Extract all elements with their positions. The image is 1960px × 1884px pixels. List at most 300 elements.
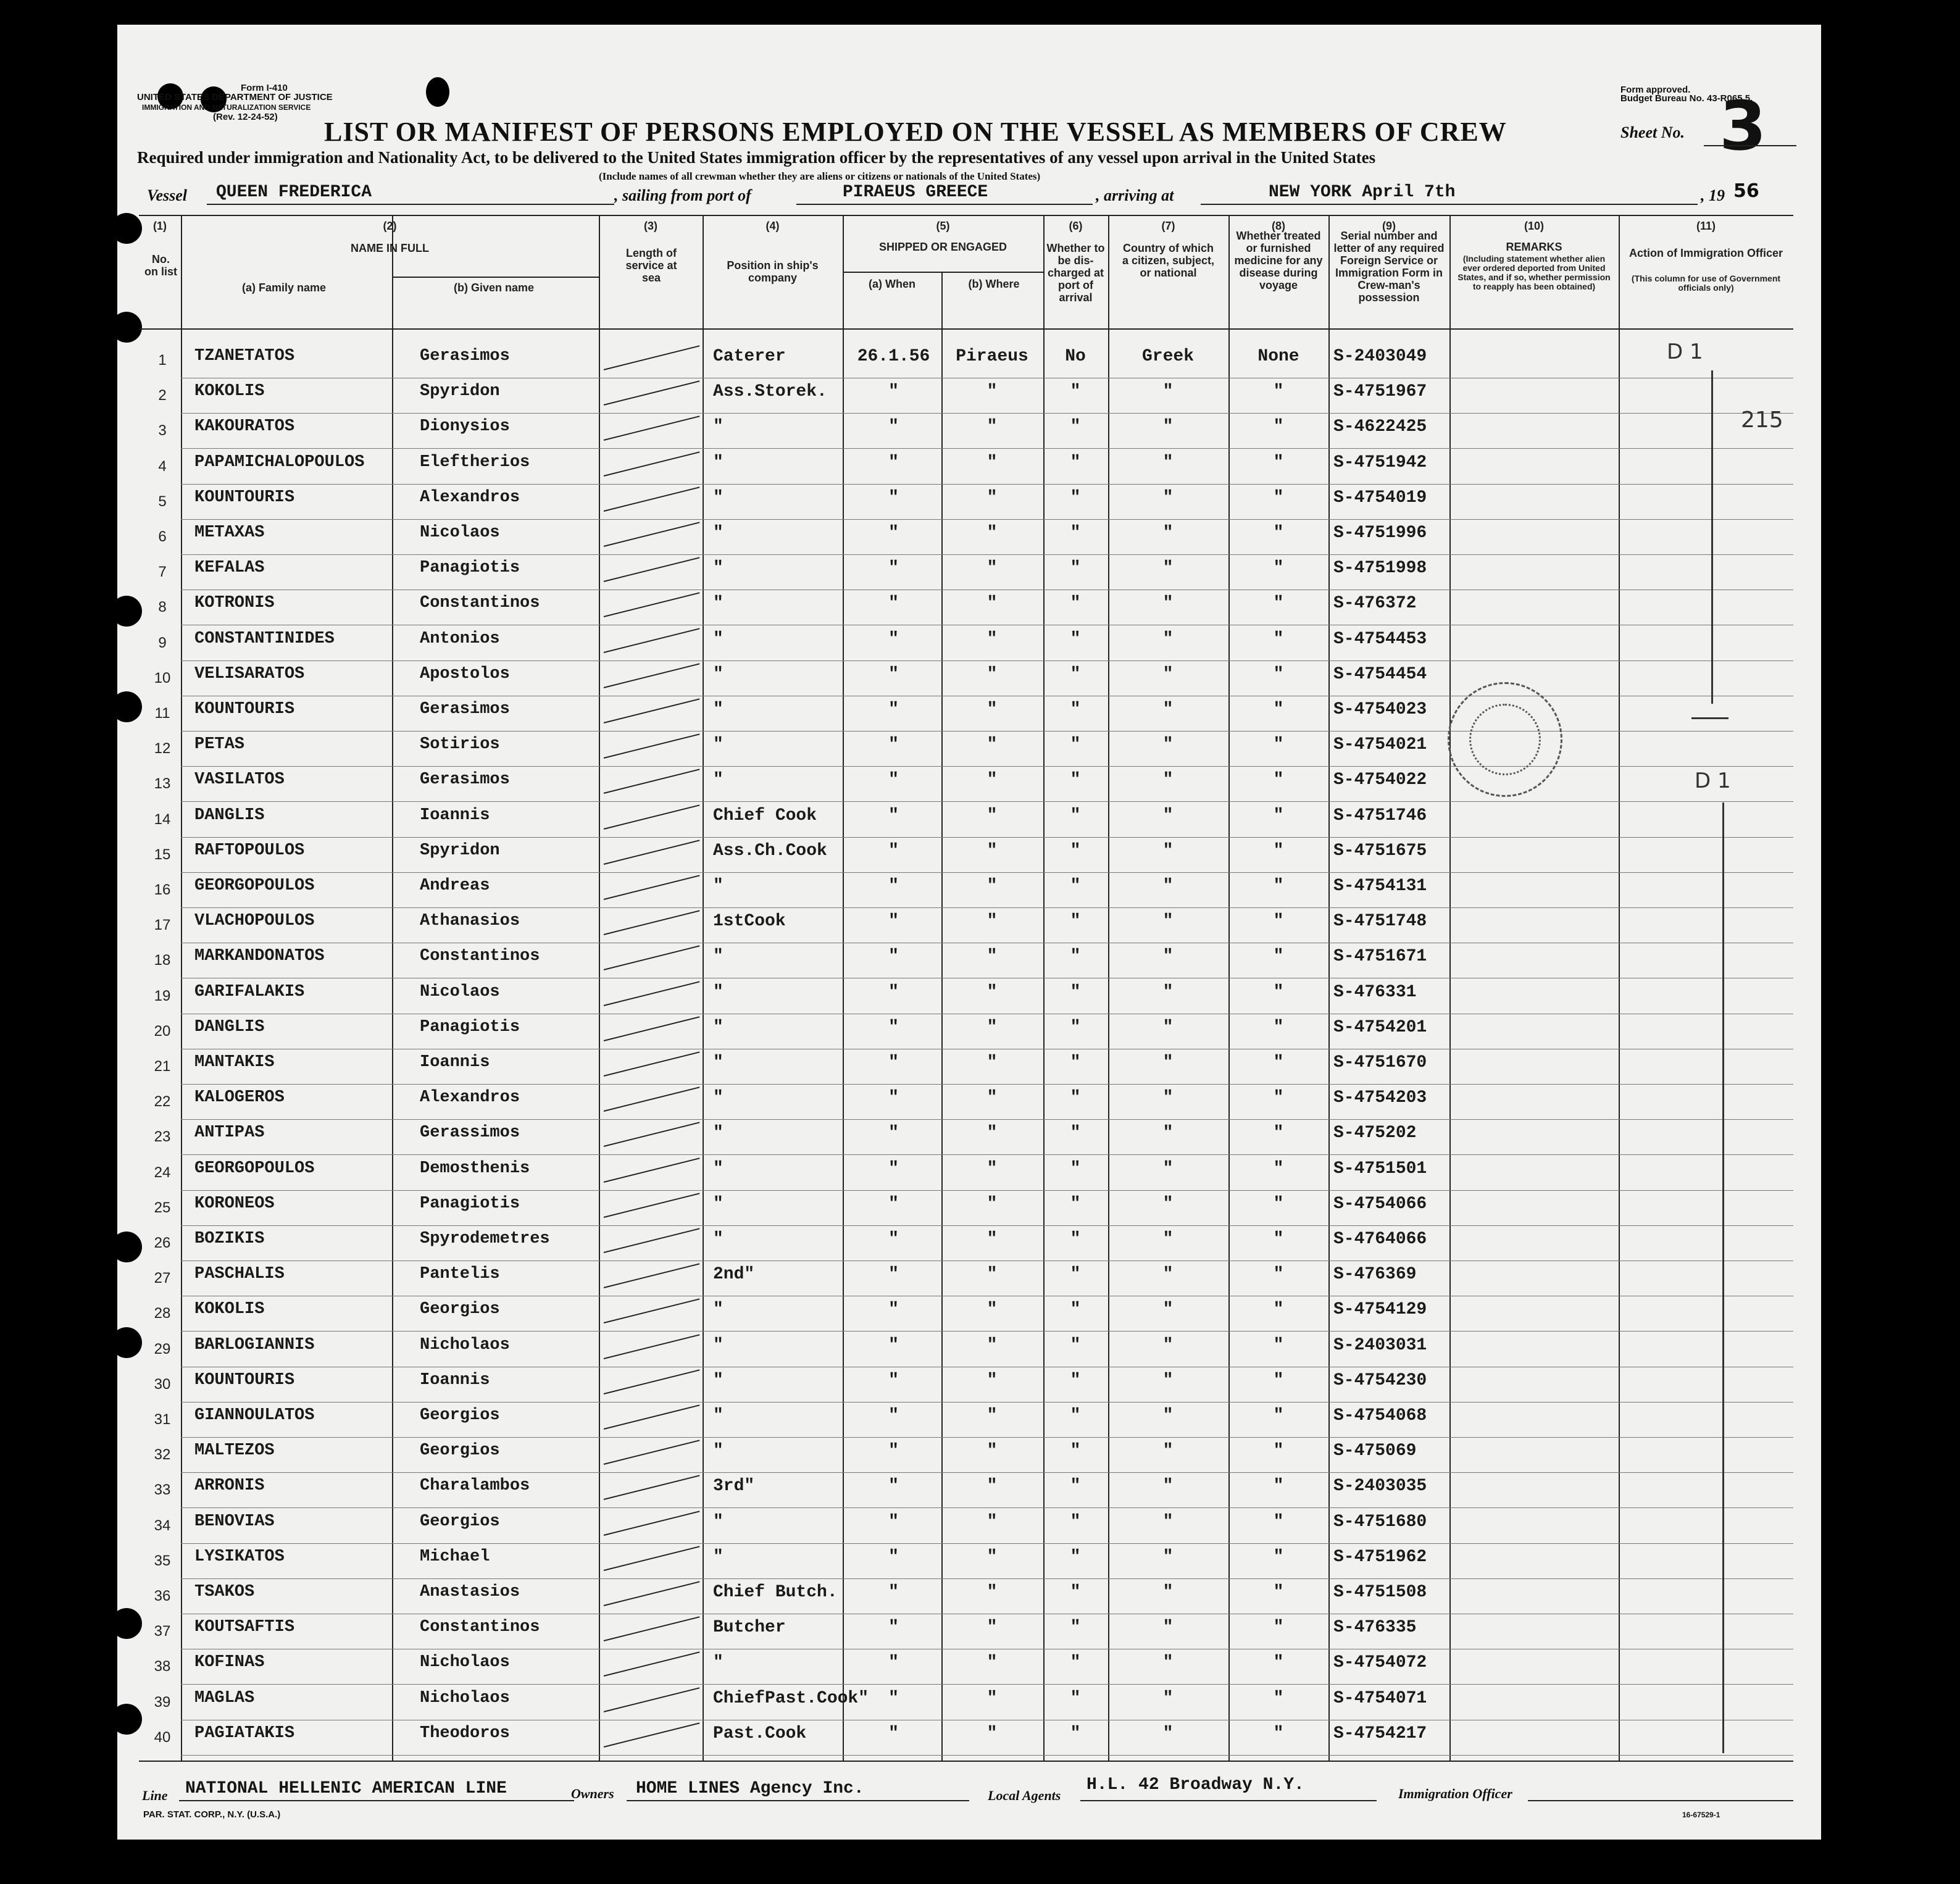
given-name: Spyridon bbox=[420, 841, 500, 860]
discharged: " bbox=[1070, 1688, 1081, 1708]
col2-header: NAME IN FULL bbox=[351, 242, 429, 254]
discharged: No bbox=[1065, 347, 1086, 366]
given-name: Ioannis bbox=[420, 1053, 490, 1072]
given-name: Constantinos bbox=[420, 594, 540, 613]
shipped-when: " bbox=[888, 841, 899, 861]
medicine: " bbox=[1273, 1194, 1284, 1214]
discharged: " bbox=[1070, 770, 1081, 790]
medicine: " bbox=[1273, 1053, 1284, 1072]
country: " bbox=[1162, 417, 1174, 437]
country: " bbox=[1162, 1406, 1174, 1425]
family-name: MANTAKIS bbox=[194, 1053, 275, 1072]
given-name: Michael bbox=[420, 1547, 490, 1566]
budget-bureau: Budget Bureau No. 43-R065.5. bbox=[1620, 93, 1753, 104]
medicine: " bbox=[1273, 947, 1284, 967]
row-number: 9 bbox=[158, 634, 167, 651]
family-name: DANGLIS bbox=[194, 806, 265, 825]
discharged: " bbox=[1070, 982, 1081, 1002]
row-number: 20 bbox=[154, 1022, 171, 1040]
row-number: 35 bbox=[154, 1552, 171, 1569]
position: " bbox=[713, 417, 724, 437]
col4-header: Position in ship's company bbox=[727, 259, 819, 284]
serial-number: S-4754230 bbox=[1333, 1370, 1427, 1390]
sailing-label: , sailing from port of bbox=[614, 186, 751, 204]
country: " bbox=[1162, 1159, 1174, 1178]
col10-number: (10) bbox=[1524, 220, 1544, 232]
medicine: " bbox=[1273, 1123, 1284, 1143]
discharged: " bbox=[1070, 1159, 1081, 1178]
discharged: " bbox=[1070, 1441, 1081, 1461]
position: Chief Butch. bbox=[713, 1583, 838, 1602]
year-label: , 19 bbox=[1701, 186, 1725, 204]
given-name: Gerasimos bbox=[420, 770, 510, 790]
discharged: " bbox=[1070, 1300, 1081, 1320]
serial-number: S-2403035 bbox=[1333, 1477, 1427, 1496]
shipped-where: " bbox=[986, 629, 998, 649]
position: " bbox=[713, 523, 724, 543]
position: " bbox=[713, 947, 724, 967]
serial-number: S-4754068 bbox=[1333, 1406, 1427, 1425]
shipped-where: " bbox=[986, 1406, 998, 1425]
given-name: Georgios bbox=[420, 1512, 500, 1531]
shipped-when: " bbox=[888, 1159, 899, 1178]
given-name: Eleftherios bbox=[420, 452, 530, 472]
position: Chief Cook bbox=[713, 806, 817, 825]
shipped-where: " bbox=[986, 1159, 998, 1178]
position: " bbox=[713, 770, 724, 790]
given-name: Nicholaos bbox=[420, 1335, 510, 1354]
medicine: " bbox=[1273, 1724, 1284, 1743]
given-name: Antonios bbox=[420, 629, 500, 648]
shipped-when: " bbox=[888, 664, 899, 684]
given-name: Nicholaos bbox=[420, 1688, 510, 1707]
discharged: " bbox=[1070, 1724, 1081, 1743]
serial-number: S-4754131 bbox=[1333, 877, 1427, 896]
given-name: Nicolaos bbox=[420, 982, 500, 1001]
family-name: KOUTSAFTIS bbox=[194, 1618, 295, 1637]
serial-number: S-475069 bbox=[1333, 1441, 1417, 1461]
form-number: Form I-410 bbox=[241, 83, 288, 93]
line-label: Line bbox=[142, 1788, 168, 1803]
country: " bbox=[1162, 1724, 1174, 1743]
position: 1stCook bbox=[713, 912, 786, 932]
shipped-when: " bbox=[888, 1194, 899, 1214]
position: 3rd" bbox=[713, 1477, 755, 1496]
shipped-where: " bbox=[986, 1724, 998, 1743]
punch-hole bbox=[111, 1608, 142, 1639]
shipped-when: " bbox=[888, 1230, 899, 1249]
medicine: " bbox=[1273, 1653, 1284, 1673]
family-name: GARIFALAKIS bbox=[194, 982, 305, 1001]
shipped-where: " bbox=[986, 1123, 998, 1143]
shipped-when: " bbox=[888, 1370, 899, 1390]
medicine: " bbox=[1273, 1441, 1284, 1461]
row-number: 38 bbox=[154, 1658, 171, 1675]
serial-number: S-476372 bbox=[1333, 594, 1417, 614]
medicine: " bbox=[1273, 1370, 1284, 1390]
shipped-when: " bbox=[888, 488, 899, 507]
serial-number: S-4751998 bbox=[1333, 559, 1427, 578]
given-name: Constantinos bbox=[420, 1618, 540, 1637]
shipped-when: " bbox=[888, 1512, 899, 1532]
medicine: " bbox=[1273, 1477, 1284, 1496]
serial-number: S-4754021 bbox=[1333, 735, 1427, 755]
handwritten-count: 215 bbox=[1741, 407, 1783, 433]
shipped-when: " bbox=[888, 1406, 899, 1425]
position: Butcher bbox=[713, 1618, 786, 1638]
punch-hole bbox=[426, 77, 449, 107]
discharged: " bbox=[1070, 594, 1081, 614]
manifest-sheet bbox=[117, 25, 1821, 1840]
given-name: Panagiotis bbox=[420, 559, 520, 578]
row-number: 39 bbox=[154, 1693, 171, 1711]
agents-label: Local Agents bbox=[988, 1788, 1061, 1803]
shipped-when: " bbox=[888, 1477, 899, 1496]
shipped-when: " bbox=[888, 700, 899, 719]
col5b-header: (b) Where bbox=[968, 278, 1020, 290]
row-number: 18 bbox=[154, 952, 171, 969]
serial-number: S-4622425 bbox=[1333, 417, 1427, 437]
col3-number: (3) bbox=[644, 220, 657, 232]
medicine: " bbox=[1273, 1547, 1284, 1567]
col1-number: (1) bbox=[153, 220, 167, 232]
serial-number: S-4754022 bbox=[1333, 770, 1427, 790]
row-number: 22 bbox=[154, 1093, 171, 1111]
medicine: " bbox=[1273, 1159, 1284, 1178]
position: Past.Cook bbox=[713, 1724, 807, 1743]
shipped-where: Piraeus bbox=[956, 347, 1028, 366]
family-name: KORONEOS bbox=[194, 1194, 275, 1213]
row-number: 17 bbox=[154, 917, 171, 934]
serial-number: S-4754072 bbox=[1333, 1653, 1427, 1673]
serial-number: S-4751967 bbox=[1333, 382, 1427, 402]
row-number: 16 bbox=[154, 882, 171, 898]
serial-number: S-4751675 bbox=[1333, 841, 1427, 861]
position: " bbox=[713, 1406, 724, 1425]
family-name: BARLOGIANNIS bbox=[194, 1335, 315, 1354]
row-number: 19 bbox=[154, 987, 171, 1004]
shipped-when: " bbox=[888, 1547, 899, 1567]
family-name: GEORGOPOULOS bbox=[194, 1159, 315, 1178]
shipped-where: " bbox=[986, 1441, 998, 1461]
serial-number: S-4751942 bbox=[1333, 452, 1427, 472]
position: " bbox=[713, 488, 724, 507]
given-name: Nicolaos bbox=[420, 523, 500, 542]
row-number: 40 bbox=[154, 1728, 171, 1746]
medicine: " bbox=[1273, 1230, 1284, 1249]
country: " bbox=[1162, 1088, 1174, 1108]
given-name: Anastasios bbox=[420, 1583, 520, 1601]
owners: HOME LINES Agency Inc. bbox=[636, 1779, 864, 1798]
medicine: " bbox=[1273, 1265, 1284, 1285]
given-name: Spyridon bbox=[420, 382, 500, 401]
shipped-when: " bbox=[888, 877, 899, 896]
given-name: Theodoros bbox=[420, 1724, 510, 1743]
shipped-where: " bbox=[986, 806, 998, 825]
shipped-when: " bbox=[888, 1583, 899, 1602]
discharged: " bbox=[1070, 1088, 1081, 1108]
form-approved: Form approved. bbox=[1620, 85, 1691, 95]
family-name: GIANNOULATOS bbox=[194, 1406, 315, 1425]
given-name: Charalambos bbox=[420, 1477, 530, 1496]
shipped-where: " bbox=[986, 417, 998, 437]
shipped-when: " bbox=[888, 1300, 899, 1320]
family-name: TSAKOS bbox=[194, 1583, 255, 1601]
year: 56 bbox=[1733, 180, 1759, 202]
shipped-where: " bbox=[986, 559, 998, 578]
position: " bbox=[713, 664, 724, 684]
given-name: Dionysios bbox=[420, 417, 510, 436]
col8-header: Whether treated or furnished medicine for any disease during voyage bbox=[1234, 230, 1323, 291]
form-code: 16-67529-1 bbox=[1682, 1811, 1720, 1819]
medicine: " bbox=[1273, 382, 1284, 402]
discharged: " bbox=[1070, 1017, 1081, 1037]
position: 2nd" bbox=[713, 1265, 755, 1285]
medicine: None bbox=[1257, 347, 1299, 366]
discharged: " bbox=[1070, 1194, 1081, 1214]
shipped-where: " bbox=[986, 523, 998, 543]
row-number: 36 bbox=[154, 1588, 171, 1604]
country: " bbox=[1162, 982, 1174, 1002]
col5-header: SHIPPED OR ENGAGED bbox=[878, 241, 1007, 253]
given-name: Pantelis bbox=[420, 1265, 500, 1284]
shipped-where: " bbox=[986, 1618, 998, 1638]
country: " bbox=[1162, 1477, 1174, 1496]
family-name: DANGLIS bbox=[194, 1017, 265, 1036]
col6-header: Whether to be dis-charged at port of arrival bbox=[1046, 242, 1105, 304]
country: " bbox=[1162, 1265, 1174, 1285]
punch-hole bbox=[111, 691, 142, 722]
country: " bbox=[1162, 488, 1174, 507]
discharged: " bbox=[1070, 1653, 1081, 1673]
discharged: " bbox=[1070, 1512, 1081, 1532]
col11-number: (11) bbox=[1696, 220, 1716, 232]
country: " bbox=[1162, 1547, 1174, 1567]
medicine: " bbox=[1273, 1088, 1284, 1108]
punch-hole bbox=[111, 1232, 142, 1262]
shipped-when: " bbox=[888, 1653, 899, 1673]
col7-number: (7) bbox=[1161, 220, 1175, 232]
country: " bbox=[1162, 700, 1174, 719]
serial-number: S-4754203 bbox=[1333, 1088, 1427, 1108]
position: " bbox=[713, 1441, 724, 1461]
row-number: 11 bbox=[154, 705, 170, 722]
row-number: 28 bbox=[154, 1305, 171, 1322]
family-name: PAPAMICHALOPOULOS bbox=[194, 452, 365, 472]
country: " bbox=[1162, 1300, 1174, 1320]
discharged: " bbox=[1070, 1230, 1081, 1249]
shipped-when: " bbox=[888, 806, 899, 825]
given-name: Panagiotis bbox=[420, 1017, 520, 1036]
given-name: Ioannis bbox=[420, 806, 490, 825]
serial-number: S-4754023 bbox=[1333, 700, 1427, 719]
medicine: " bbox=[1273, 770, 1284, 790]
row-number: 1 bbox=[158, 352, 167, 369]
family-name: KOKOLIS bbox=[194, 1300, 265, 1319]
row-number: 5 bbox=[158, 493, 167, 510]
family-name: RAFTOPOULOS bbox=[194, 841, 305, 860]
shipped-when: " bbox=[888, 1335, 899, 1355]
discharged: " bbox=[1070, 1123, 1081, 1143]
serial-number: S-4751670 bbox=[1333, 1053, 1427, 1072]
shipped-where: " bbox=[986, 488, 998, 507]
country: " bbox=[1162, 382, 1174, 402]
medicine: " bbox=[1273, 559, 1284, 578]
given-name: Andreas bbox=[420, 877, 490, 895]
medicine: " bbox=[1273, 664, 1284, 684]
country: " bbox=[1162, 1441, 1174, 1461]
family-name: PASCHALIS bbox=[194, 1265, 285, 1284]
row-number: 12 bbox=[154, 740, 171, 757]
family-name: ARRONIS bbox=[194, 1477, 265, 1496]
col5-number: (5) bbox=[936, 220, 950, 232]
discharged: " bbox=[1070, 629, 1081, 649]
medicine: " bbox=[1273, 523, 1284, 543]
family-name: METAXAS bbox=[194, 523, 265, 542]
serial-number: S-476331 bbox=[1333, 982, 1417, 1002]
position: " bbox=[713, 1088, 724, 1108]
discharged: " bbox=[1070, 912, 1081, 932]
family-name: VELISARATOS bbox=[194, 664, 305, 683]
col9-header: Serial number and letter of any required Foreign Service or Immigration Form in Crew-man's possession bbox=[1333, 230, 1445, 304]
position: " bbox=[713, 1547, 724, 1567]
serial-number: S-4754217 bbox=[1333, 1724, 1427, 1743]
shipped-when: " bbox=[888, 912, 899, 932]
shipped-when: " bbox=[888, 1688, 899, 1708]
serial-number: S-4751508 bbox=[1333, 1583, 1427, 1602]
shipping-line: NATIONAL HELLENIC AMERICAN LINE bbox=[185, 1779, 507, 1798]
serial-number: S-4751680 bbox=[1333, 1512, 1427, 1532]
shipped-where: " bbox=[986, 947, 998, 967]
position: " bbox=[713, 629, 724, 649]
serial-number: S-4751996 bbox=[1333, 523, 1427, 543]
shipped-where: " bbox=[986, 1370, 998, 1390]
vessel-name: QUEEN FREDERICA bbox=[216, 183, 372, 202]
shipped-when: " bbox=[888, 1123, 899, 1143]
shipped-where: " bbox=[986, 1088, 998, 1108]
position: " bbox=[713, 1194, 724, 1214]
serial-number: S-2403031 bbox=[1333, 1335, 1427, 1355]
shipped-when: 26.1.56 bbox=[857, 347, 930, 366]
departure-port: PIRAEUS GREECE bbox=[843, 183, 988, 202]
col10-header: REMARKS bbox=[1506, 241, 1562, 253]
given-name: Apostolos bbox=[420, 664, 510, 683]
shipped-when: " bbox=[888, 523, 899, 543]
col11-header: Action of Immigration Officer bbox=[1628, 247, 1783, 259]
discharged: " bbox=[1070, 841, 1081, 861]
family-name: MAGLAS bbox=[194, 1688, 255, 1707]
local-agents: H.L. 42 Broadway N.Y. bbox=[1086, 1775, 1304, 1794]
medicine: " bbox=[1273, 452, 1284, 472]
shipped-when: " bbox=[888, 947, 899, 967]
department: UNITED STATES DEPARTMENT OF JUSTICE bbox=[137, 92, 333, 102]
shipped-where: " bbox=[986, 1265, 998, 1285]
given-name: Ioannis bbox=[420, 1370, 490, 1390]
owners-label: Owners bbox=[571, 1786, 614, 1801]
country: " bbox=[1162, 1618, 1174, 1638]
row-number: 6 bbox=[158, 528, 167, 545]
discharged: " bbox=[1070, 947, 1081, 967]
shipped-when: " bbox=[888, 629, 899, 649]
serial-number: S-475202 bbox=[1333, 1123, 1417, 1143]
position: " bbox=[713, 700, 724, 719]
row-number: 29 bbox=[154, 1340, 171, 1357]
position: " bbox=[713, 594, 724, 614]
shipped-where: " bbox=[986, 877, 998, 896]
shipped-when: " bbox=[888, 559, 899, 578]
handwritten-bracket bbox=[1711, 370, 1713, 704]
family-name: TZANETATOS bbox=[194, 347, 295, 365]
shipped-where: " bbox=[986, 1335, 998, 1355]
family-name: KEFALAS bbox=[194, 559, 265, 578]
discharged: " bbox=[1070, 382, 1081, 402]
col2-number: (2) bbox=[383, 220, 397, 232]
medicine: " bbox=[1273, 841, 1284, 861]
discharged: " bbox=[1070, 1618, 1081, 1638]
medicine: " bbox=[1273, 1335, 1284, 1355]
punch-hole bbox=[111, 596, 142, 627]
col1-header: No. on list bbox=[144, 253, 177, 278]
family-name: KOTRONIS bbox=[194, 594, 275, 613]
col10-note: (Including statement whether alien ever ordered deported from United States, and if so, whether permission to reapply has been obtained) bbox=[1457, 254, 1611, 291]
discharged: " bbox=[1070, 1335, 1081, 1355]
col8-number: (8) bbox=[1272, 220, 1285, 232]
country: " bbox=[1162, 1017, 1174, 1037]
punch-hole bbox=[111, 1327, 142, 1358]
discharged: " bbox=[1070, 523, 1081, 543]
given-name: Demosthenis bbox=[420, 1159, 530, 1178]
shipped-when: " bbox=[888, 770, 899, 790]
family-name: KAKOURATOS bbox=[194, 417, 295, 436]
given-name: Alexandros bbox=[420, 488, 520, 507]
shipped-where: " bbox=[986, 1688, 998, 1708]
discharged: " bbox=[1070, 488, 1081, 507]
row-number: 27 bbox=[154, 1270, 171, 1287]
shipped-where: " bbox=[986, 1300, 998, 1320]
country: " bbox=[1162, 594, 1174, 614]
country: " bbox=[1162, 1230, 1174, 1249]
shipped-where: " bbox=[986, 735, 998, 755]
position: " bbox=[713, 982, 724, 1002]
medicine: " bbox=[1273, 1618, 1284, 1638]
medicine: " bbox=[1273, 735, 1284, 755]
family-name: KOUNTOURIS bbox=[194, 700, 295, 719]
row-number: 33 bbox=[154, 1482, 171, 1499]
shipped-where: " bbox=[986, 1547, 998, 1567]
col2b-header: (b) Given name bbox=[453, 281, 535, 294]
serial-number: S-4754453 bbox=[1333, 629, 1427, 649]
medicine: " bbox=[1273, 877, 1284, 896]
row-number: 8 bbox=[158, 599, 167, 616]
position: " bbox=[713, 452, 724, 472]
discharged: " bbox=[1070, 735, 1081, 755]
discharged: " bbox=[1070, 559, 1081, 578]
col3-header: Length of service at sea bbox=[625, 247, 677, 284]
family-name: KOUNTOURIS bbox=[194, 1370, 295, 1390]
medicine: " bbox=[1273, 1512, 1284, 1532]
shipped-where: " bbox=[986, 1512, 998, 1532]
serial-number: S-4764066 bbox=[1333, 1230, 1427, 1249]
country: " bbox=[1162, 841, 1174, 861]
discharged: " bbox=[1070, 452, 1081, 472]
country: " bbox=[1162, 1335, 1174, 1355]
given-name: Georgios bbox=[420, 1441, 500, 1461]
row-number: 14 bbox=[154, 811, 171, 828]
medicine: " bbox=[1273, 1583, 1284, 1602]
shipped-when: " bbox=[888, 382, 899, 402]
position: " bbox=[713, 1017, 724, 1037]
family-name: PETAS bbox=[194, 735, 245, 754]
